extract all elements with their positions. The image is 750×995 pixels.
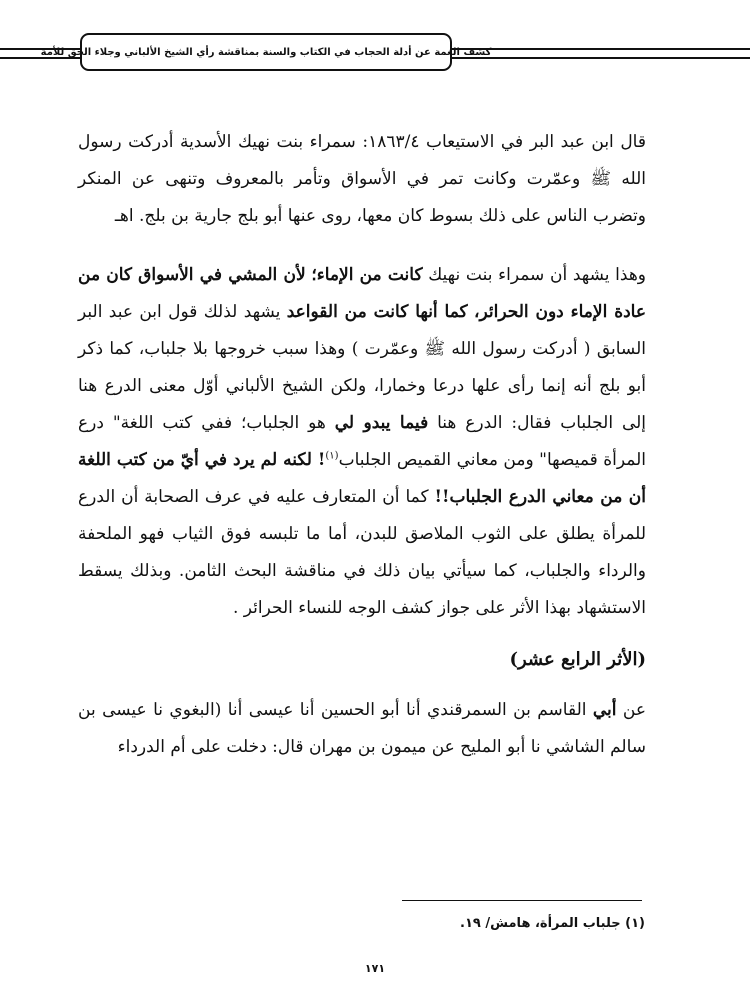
text-run: وهذا يشهد أن سمراء بنت نهيك: [428, 265, 646, 285]
page-number: ١٧١: [364, 962, 386, 975]
bold-run: لأن المشي في الأسواق كان من عادة الإماء دون الحرائر،: [78, 265, 646, 322]
paragraph-gap: [78, 678, 646, 692]
paragraph-gap: [78, 235, 646, 257]
paragraph-gap: [78, 627, 646, 641]
footnote-marker: (١): [325, 450, 339, 462]
bold-run: كانت من الإماء؛: [311, 265, 423, 285]
text-run: عن: [622, 700, 647, 720]
paragraph-narration: [78, 692, 646, 766]
text-run: هو الجلباب؛ ففي كتب اللغة" درع المرأة قميصها" ومن معاني القميص الجلباب: [78, 413, 647, 470]
footnote-separator: [402, 900, 642, 901]
section-heading: (الأثر الرابع عشر): [509, 649, 646, 670]
bold-run: ! لكنه لم يرد في أيّ من كتب اللغة أن من معاني الدرع الجلباب!!: [78, 450, 646, 507]
bold-run: كما أنها كانت من القواعد: [286, 302, 468, 322]
text-run: كما أن المتعارف عليه في عرف الصحابة أن الدرع للمرأة يطلق على الثوب الملاصق للبدن، أما ما تلبسه فوق الثياب فهو الملحفة والرداء والجلباب، كما سيأتي بيان ذلك في مناقشة البحث الثامن. وبذلك يسقط الاستشهاد بهذا الأثر على جواز كشف الوجه للنساء الحرائر .: [78, 487, 646, 618]
text-run: يشهد لذلك قول ابن عبد البر السابق ( أدركت رسول الله ﷺ وعمّرت ) وهذا سبب خروجها بلا جلباب، كما ذكر أبو بلج أنه إنما رأى علها درعا وخمارا، ولكن الشيخ الألباني أوّل معنى الدرع هنا إلى الجلباب فقال: الدرع هنا: [78, 302, 647, 433]
bold-run: أبي: [592, 700, 617, 720]
text-run: القاسم بن السمرقندي أنا أبو الحسين أنا عيسى أنا (البغوي نا عيسى بن سالم الشاشي نا أبو المليح عن ميمون بن مهران قال: دخلت على أم الدرداء: [78, 700, 646, 757]
paragraph-discussion: [78, 257, 646, 627]
running-header-title: كشف الغمة عن أدلة الحجاب في الكتاب والسنة بمناقشة رأي الشيخ الألباني وجلاء الحق للأمة: [40, 46, 492, 58]
body-text: [78, 124, 646, 766]
bold-run: فيما يبدو لي: [334, 413, 429, 433]
running-header-box: [40, 33, 492, 71]
footnote: (١) جلباب المرأة، هامش/ ١٩.: [460, 916, 645, 931]
paragraph-quote: قال ابن عبد البر في الاستيعاب ١٨٦٣/٤: سمراء بنت نهيك الأسدية أدركت رسول الله ﷺ وعمّرت وكانت تمر في الأسواق وتأمر بالمعروف وتنهى عن المنكر وتضرب الناس على ذلك بسوط كان معها، روى عنها أبو بلج جارية بن بلج. اهـ: [78, 132, 646, 226]
